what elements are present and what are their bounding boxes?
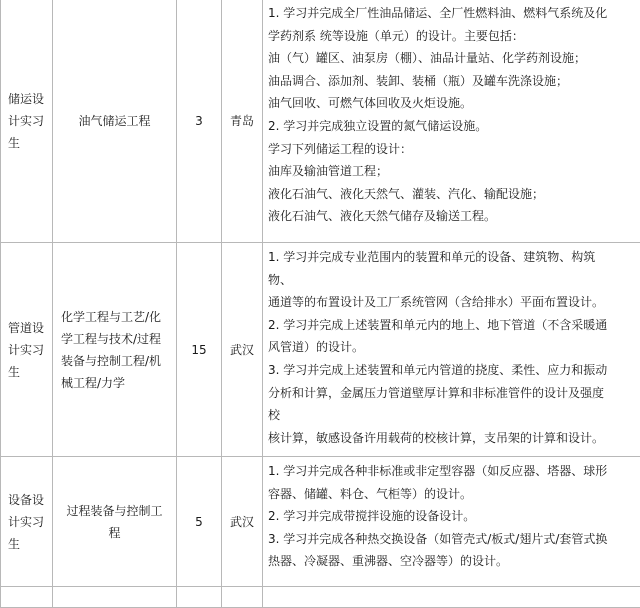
duty-line: 1. 学习并完成全厂性油品储运、全厂性燃料油、燃料气系统及化 xyxy=(268,2,640,25)
headcount-cell: 5 xyxy=(177,457,222,587)
duty-line: 液化石油气、液化天然气、灌装、汽化、输配设施； xyxy=(268,183,640,206)
duty-line: 通道等的布置设计及工厂系统管网（含给排水）平面布置设计。 xyxy=(268,291,640,314)
duty-line: 核计算，敏感设备许用载荷的校核计算，支吊架的计算和设计。 xyxy=(268,427,640,450)
duty-line: 热器、冷凝器、重沸器、空冷器等）的设计。 xyxy=(268,550,640,573)
duty-line: 1. 学习并完成专业范围内的装置和单元的设备、建筑物、构筑 xyxy=(268,246,640,269)
major-cell: 过程装备与控制工程 xyxy=(53,457,177,587)
empty-cell xyxy=(177,587,222,608)
empty-cell xyxy=(222,587,263,608)
duty-line: 学习下列储运工程的设计： xyxy=(268,138,640,161)
headcount-cell: 3 xyxy=(177,0,222,243)
table-row xyxy=(1,243,640,457)
duty-line: 油库及输油管道工程； xyxy=(268,160,640,183)
duty-description-cell xyxy=(263,243,640,457)
position-cell: 管道设计实习生 xyxy=(1,243,53,457)
duty-line: 物、 xyxy=(268,269,640,292)
duty-line: 容器、储罐、料仓、气柜等）的设计。 xyxy=(268,483,640,506)
duty-line: 2. 学习并完成带搅拌设施的设备设计。 xyxy=(268,505,640,528)
duty-line: 3. 学习并完成上述装置和单元内管道的挠度、柔性、应力和振动 xyxy=(268,359,640,382)
duty-line: 2. 学习并完成独立设置的氮气储运设施。 xyxy=(268,115,640,138)
duty-line: 液化石油气、液化天然气储存及输送工程。 xyxy=(268,205,640,228)
location-cell: 武汉 xyxy=(222,457,263,587)
major-cell: 油气储运工程 xyxy=(53,0,177,243)
duty-line: 学药剂系 统等设施（单元）的设计。主要包括： xyxy=(268,25,640,48)
duty-line: 油气回收、可燃气体回收及火炬设施。 xyxy=(268,92,640,115)
table-row xyxy=(1,587,640,608)
table-row xyxy=(1,0,640,243)
duty-line: 1. 学习并完成各种非标准或非定型容器（如反应器、塔器、球形 xyxy=(268,460,640,483)
position-cell: 储运设计实习生 xyxy=(1,0,53,243)
duty-line: 风管道）的设计。 xyxy=(268,336,640,359)
duty-line: 3. 学习并完成各种热交换设备（如管壳式/板式/翅片式/套管式换 xyxy=(268,528,640,551)
duty-description-cell xyxy=(263,0,640,243)
duty-line: 2. 学习并完成上述装置和单元内的地上、地下管道（不含采暖通 xyxy=(268,314,640,337)
empty-cell xyxy=(53,587,177,608)
table-row xyxy=(1,457,640,587)
duty-line: 校 xyxy=(268,404,640,427)
empty-cell xyxy=(263,587,640,608)
location-cell: 武汉 xyxy=(222,243,263,457)
location-cell: 青岛 xyxy=(222,0,263,243)
duty-line: 油品调合、添加剂、装卸、装桶（瓶）及罐车洗涤设施； xyxy=(268,70,640,93)
major-cell: 化学工程与工艺/化学工程与技术/过程装备与控制工程/机械工程/力学 xyxy=(53,243,177,457)
position-cell: 设备设计实习生 xyxy=(1,457,53,587)
headcount-cell: 15 xyxy=(177,243,222,457)
duty-line: 油（气）罐区、油泵房（棚）、油品计量站、化学药剂设施； xyxy=(268,47,640,70)
duty-description-cell xyxy=(263,457,640,587)
empty-cell xyxy=(1,587,53,608)
duty-line: 分析和计算，金属压力管道壁厚计算和非标准管件的设计及强度 xyxy=(268,382,640,405)
